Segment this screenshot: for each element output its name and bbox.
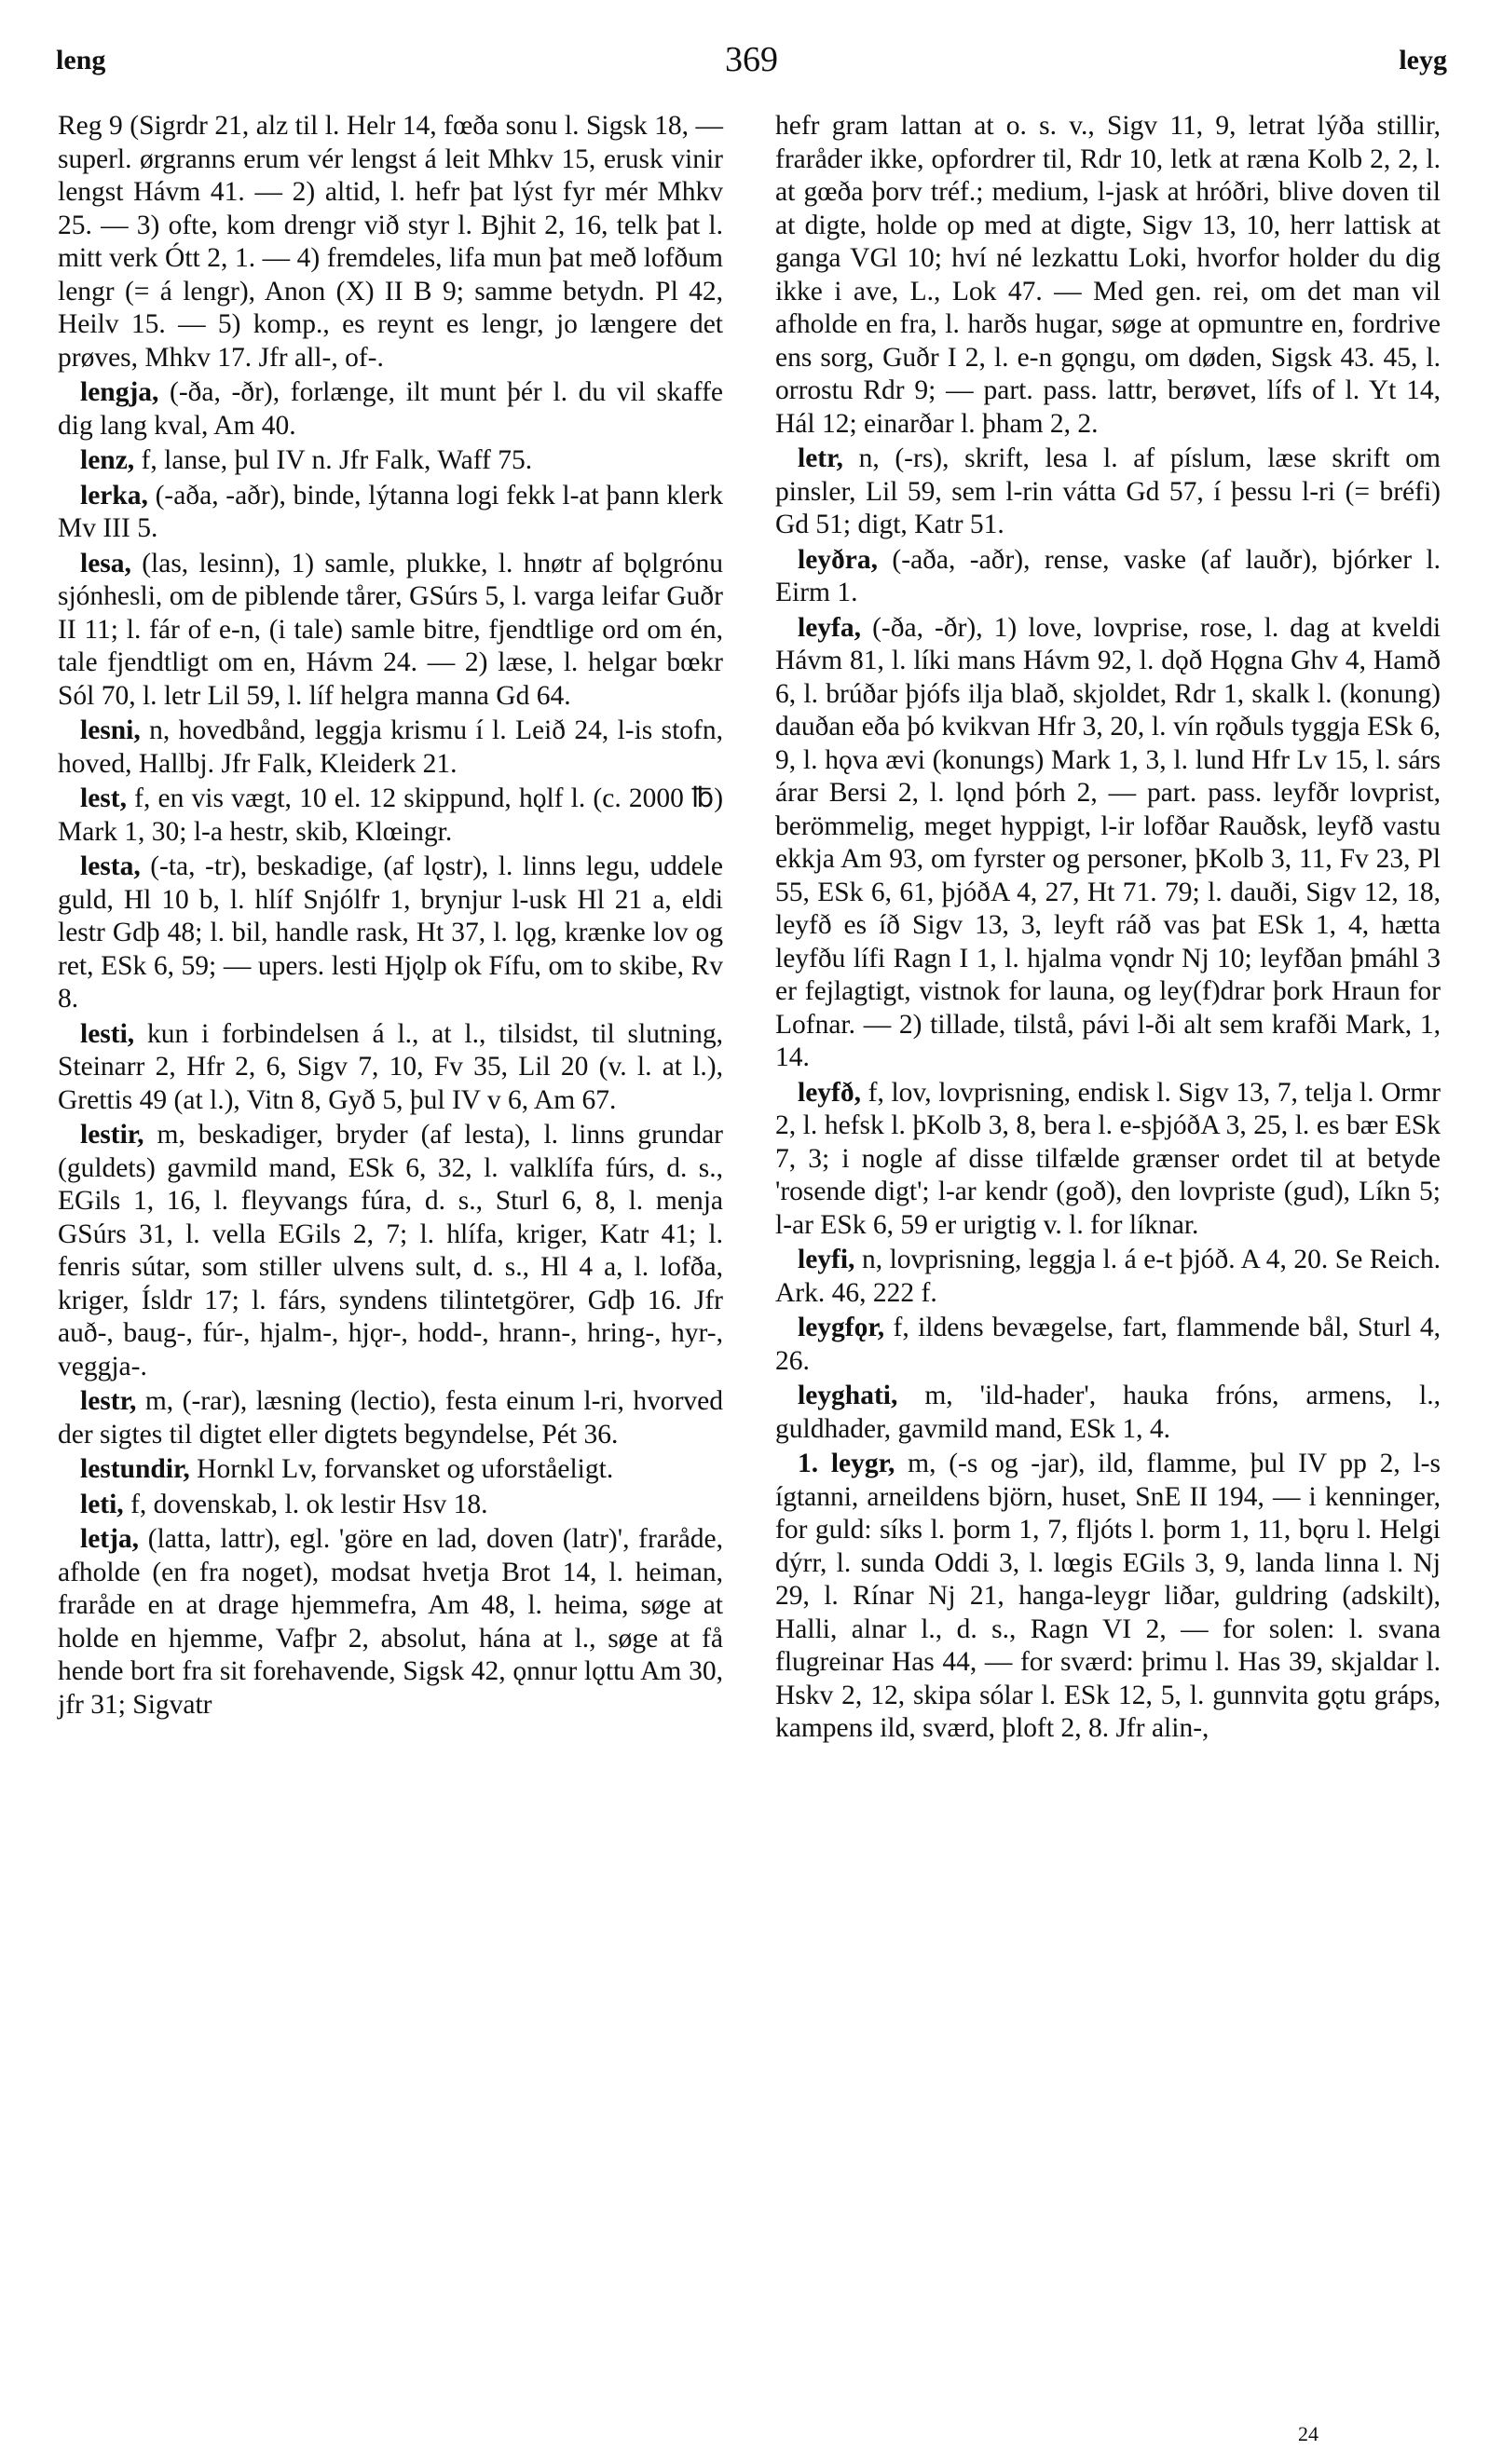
entry-text: m, 'ild-hader', hauka fróns, armens, l., guldhader, gavmild mand, ESk 1, 4. (775, 1381, 1441, 1444)
entry-headword: leyghati, (798, 1381, 898, 1410)
dictionary-entry (58, 444, 723, 478)
entry-text: m, (-rar), læsning (lectio), festa einum l-ri, hvorved der sigtes til digtet eller digtets begyndelse, Pét 36. (58, 1386, 723, 1450)
dictionary-entry (775, 1077, 1441, 1243)
dictionary-entry (58, 548, 723, 714)
entry-text: f, ildens bevægelse, fart, flammende bål, Sturl 4, 26. (775, 1313, 1442, 1376)
dictionary-entry (775, 1380, 1441, 1446)
entry-headword: lestr, (80, 1386, 137, 1416)
dictionary-entry (58, 783, 723, 849)
dictionary-entry (58, 1453, 723, 1487)
entry-headword: lestundir, (80, 1454, 190, 1484)
entry-headword: leyðra, (798, 544, 879, 575)
dictionary-entry (58, 1489, 723, 1522)
dictionary-entry (775, 612, 1441, 1075)
dictionary-entry (775, 442, 1441, 542)
entry-headword: letja, (80, 1524, 140, 1554)
dictionary-entry (775, 1448, 1441, 1746)
entry-headword: lerka, (80, 480, 148, 510)
dictionary-entry (775, 1312, 1441, 1378)
dictionary-entry (58, 480, 723, 546)
entry-text: n, lovprisning, leggja l. á e-t þjóð. A 4, 20. Se Reich. Ark. 46, 222 f. (775, 1245, 1442, 1308)
entry-text: f, lov, lovprisning, endisk l. Sigv 13, 7, telja l. Ormr 2, l. hefsk l. þKolb 3, 8, bera l. e-sþjóðA 3, 25, l. es bær ESk 7, 3; i nogle af disse tilfælde grænser ordet til at betyde 'rosende digt'; l-ar kendr (goð), den lovpriste (gud), Líkn 5; l-ar ESk 6, 59 er urigtig v. l. for líknar. (775, 1077, 1442, 1240)
entry-headword: leti, (80, 1489, 124, 1519)
entry-text: n, (-rs), skrift, lesa l. af píslum, læse skrift om pinsler, Lil 59, sem l-rin vátta Gd 57, í þessu l-ri (= bréfi) Gd 51; digt, Katr 51. (775, 443, 1442, 539)
entry-text: (-ta, -tr), beskadige, (af lǫstr), l. linns legu, uddele guld, Hl 10 b, l. hlíf Snjólfr 1, brynjur l-usk Hl 21 a, eldi lestr Gdþ 48; l. bil, handle rask, Ht 37, l. lǫg, krænke lov og ret, ESk 6, 59; — upers. lesti Hjǫlp ok Fífu, om to skibe, Rv 8. (58, 851, 723, 1014)
entry-text: f, lanse, þul IV n. Jfr Falk, Waff 75. (141, 445, 533, 475)
entry-headword: 1. leygr, (798, 1449, 895, 1478)
entry-headword: lesa, (80, 548, 131, 579)
entry-headword: lest, (80, 783, 127, 813)
entry-headword: lestir, (80, 1120, 144, 1150)
entry-text: Hornkl Lv, forvansket og uforståeligt. (197, 1454, 614, 1484)
dictionary-entry (58, 1523, 723, 1722)
entry-text: kun i forbindelsen á l., at l., tilsidst, til slutning, Steinarr 2, Hfr 2, 6, Sigv 7, 10, Fv 35, Lil 20 (v. l. at l.), Grettis 49 (at l.), Vitn 8, Gyð 5, þul IV v 6, Am 67. (58, 1018, 723, 1115)
entry-headword: leyfð, (798, 1077, 861, 1108)
page-number: 369 (725, 40, 778, 79)
entry-headword: lengja, (80, 377, 159, 407)
entry-text: (-ða, -ðr), 1) love, lovprise, rose, l. dag at kveldi Hávm 81, l. líki mans Hávm 92, l. dǫð Hǫgna Ghv 4, Hamð 6, l. brúðar þjófs ilja blað, skjoldet, Rdr 1, skalk l. (konung) dauðan eða þó kvikvan Hfr 3, 20, l. vín rǫðuls tyggja ESk 6, 9, l. hǫva ævi (konungs) Mark 1, 3, l. lund Hfr Lv 15, l. sárs árar Bersi 2, l. lǫnd þórh 2, — part. pass. leyfðr lovprist, berömmelig, meget hyppigt, l-ir lofðar Rauðsk, leyfð vastu ekkja Am 93, om fyrster og personer, þKolb 3, 11, Fv 23, Pl 55, ESk 6, 61, þjóðA 4, 27, Ht 71. 79; l. dauði, Sigv 12, 18, leyfð es íð Sigv 13, 3, leyft ráð vas þat ESk 1, 4, hætta leyfðu lífi Ragn I 1, l. hjalma vǫndr Nj 10; leyfðan þmáhl 3 er fejlagtigt, vistnok for launa, og ley(f)drar þork Hraun for Lofnar. — 2) tillade, tilstå, pávi l-ði alt sem krafði Mark, 1, 14. (775, 612, 1442, 1072)
dictionary-entry (775, 544, 1441, 610)
left-column (58, 110, 723, 1723)
entry-text: hefr gram lattan at o. s. v., Sigv 11, 9, letrat lýða stillir, fraråder ikke, opfordrer til, Rdr 10, letk at ræna Kolb 2, 2, l. at gœða þorv tréf.; medium, l-jask at hróðri, blive doven til at digte, holde op med at digte, Sigv 13, 10, herr lattisk at ganga VGl 10; hví né lezkattu Loki, hvorfor holder du dig ikke i ave, L., Lok 47. — Med gen. rei, om det man vil afholde en fra, l. harðs hugar, søge at opmuntre en, fordrive ens sorg, Guðr I 2, l. e-n gǫngu, om døden, Sigsk 43. 45, l. orrostu Rdr 9; — part. pass. lattr, berøvet, lífs of l. Yt 14, Hál 12; einarðar l. þham 2, 2. (775, 111, 1441, 439)
entry-text: f, en vis vægt, 10 el. 12 skippund, hǫlf l. (c. 2000 ℔) Mark 1, 30; l-a hestr, skib, Klœingr. (58, 783, 724, 847)
dictionary-entry (775, 1244, 1441, 1310)
entry-text: (latta, lattr), egl. 'göre en lad, doven (latr)', fraråde, afholde (en fra noget), modsat hvetja Brot 14, l. heiman, fraråde en at drage hjemmefra, Am 48, l. heima, søge at holde en hjemme, Vafþr 2, absolut, hána at l., søge at få hende bort fra sit forehavende, Sigsk 42, ǫnnur lǫttu Am 30, jfr 31; Sigvatr (58, 1524, 724, 1720)
dictionary-entry (58, 376, 723, 442)
dictionary-entry (58, 851, 723, 1016)
entry-text: n, hovedbånd, leggja krismu í l. Leið 24, l-is stofn, hoved, Hallbj. Jfr Falk, Kleiderk 21. (58, 715, 723, 779)
entry-text: m, (-s og -jar), ild, flamme, þul IV pp 2, l-s ígtanni, arneildens björn, huset, SnE II 194, — i kenninger, for guld: síks l. þorm 1, 7, fljóts l. þorm 1, 11, bǫru l. Helgi dýrr, l. sunda Oddi 3, l. lœgis EGils 3, 9, landa linna l. Nj 29, l. Rínar Nj 21, hanga-leygr liðar, guldring (adskilt), Halli, alnar l., d. s., Ragn VI 2, — for solen: l. svana flugreinar Has 44, — for sværd: þrimu l. Has 39, skjaldar l. Hskv 2, 12, skipa sólar l. ESk 12, 5, l. gunnvita gǫtu gráps, kampens ild, sværd, þloft 2, 8. Jfr alin-, (775, 1449, 1441, 1743)
entry-text: m, beskadiger, bryder (af lesta), l. linns grundar (guldets) gavmild mand, ESk 6, 32, l. valklífa fúrs, d. s., EGils 1, 16, l. fleyvangs fúra, d. s., Sturl 6, 8, l. menja GSúrs 31, l. vella EGils 2, 7; l. hlífa, kriger, Katr 41; l. fenris sútar, som stiller ulvens sult, d. s., Hl 4 a, l. lofða, kriger, Ísldr 17; l. fárs, syndens tilintetgörer, Gdþ 16. Jfr auð-, baug-, fúr-, hjalm-, hjǫr-, hodd-, hrann-, hring-, hyr-, veggja-. (58, 1120, 723, 1382)
entry-text: (-aða, -aðr), rense, vaske (af lauðr), bjórker l. Eirm 1. (775, 544, 1441, 607)
entry-headword: letr, (798, 443, 843, 473)
running-head-right: leyg (1399, 45, 1447, 75)
dictionary-entry (58, 1385, 723, 1451)
entry-headword: leyfi, (798, 1245, 855, 1274)
entry-headword: lesta, (80, 851, 141, 881)
entry-headword: leyfa, (798, 612, 861, 643)
dictionary-entry (58, 1018, 723, 1118)
entry-text: f, dovenskab, l. ok lestir Hsv 18. (130, 1489, 488, 1519)
entry-text: (-aða, -aðr), binde, lýtanna logi fekk l-at þann klerk Mv III 5. (58, 480, 724, 543)
signature-mark: 24 (1298, 2422, 1319, 2445)
entry-headword: lenz, (80, 445, 135, 475)
entry-headword: leygfǫr, (798, 1313, 885, 1342)
dictionary-entry (775, 110, 1441, 441)
dictionary-entry (58, 715, 723, 781)
right-column (775, 110, 1441, 1748)
dictionary-entry (58, 110, 723, 374)
entry-text: Reg 9 (Sigrdr 21, alz til l. Helr 14, fœða sonu l. Sigsk 18, — superl. ørgranns erum vér lengst á leit Mhkv 15, erusk vinir lengst Hávm 41. — 2) altid, l. hefr þat lýst fyr mér Mhkv 25. — 3) ofte, kom drengr við styr l. Bjhit 2, 16, telk þat l. mitt verk Ótt 2, 1. — 4) fremdeles, lifa mun þat með lofðum lengr (= á lengr), Anon (X) II B 9; samme betydn. Pl 42, Heilv 15. — 5) komp., es reynt es lengr, jo længere det prøves, Mhkv 17. Jfr all-, of-. (58, 111, 723, 373)
entry-headword: lesni, (80, 715, 141, 745)
entry-headword: lesti, (80, 1018, 135, 1049)
entry-text: (-ða, -ðr), forlænge, ilt munt þér l. du vil skaffe dig lang kval, Am 40. (58, 377, 723, 441)
entry-text: (las, lesinn), 1) samle, plukke, l. hnøtr af bǫlgrónu sjónhesli, om de piblende tårer, GSúrs 5, l. varga leifar Guðr II 11; l. fár of e-n, (i tale) samle bitre, fjendtlige ord om én, tale fjendtligt om en, Hávm 24. — 2) læse, l. helgar bœkr Sól 70, l. letr Lil 59, l. líf helgra manna Gd 64. (58, 548, 723, 711)
dictionary-entry (58, 1119, 723, 1383)
running-head-left: leng (56, 45, 106, 75)
